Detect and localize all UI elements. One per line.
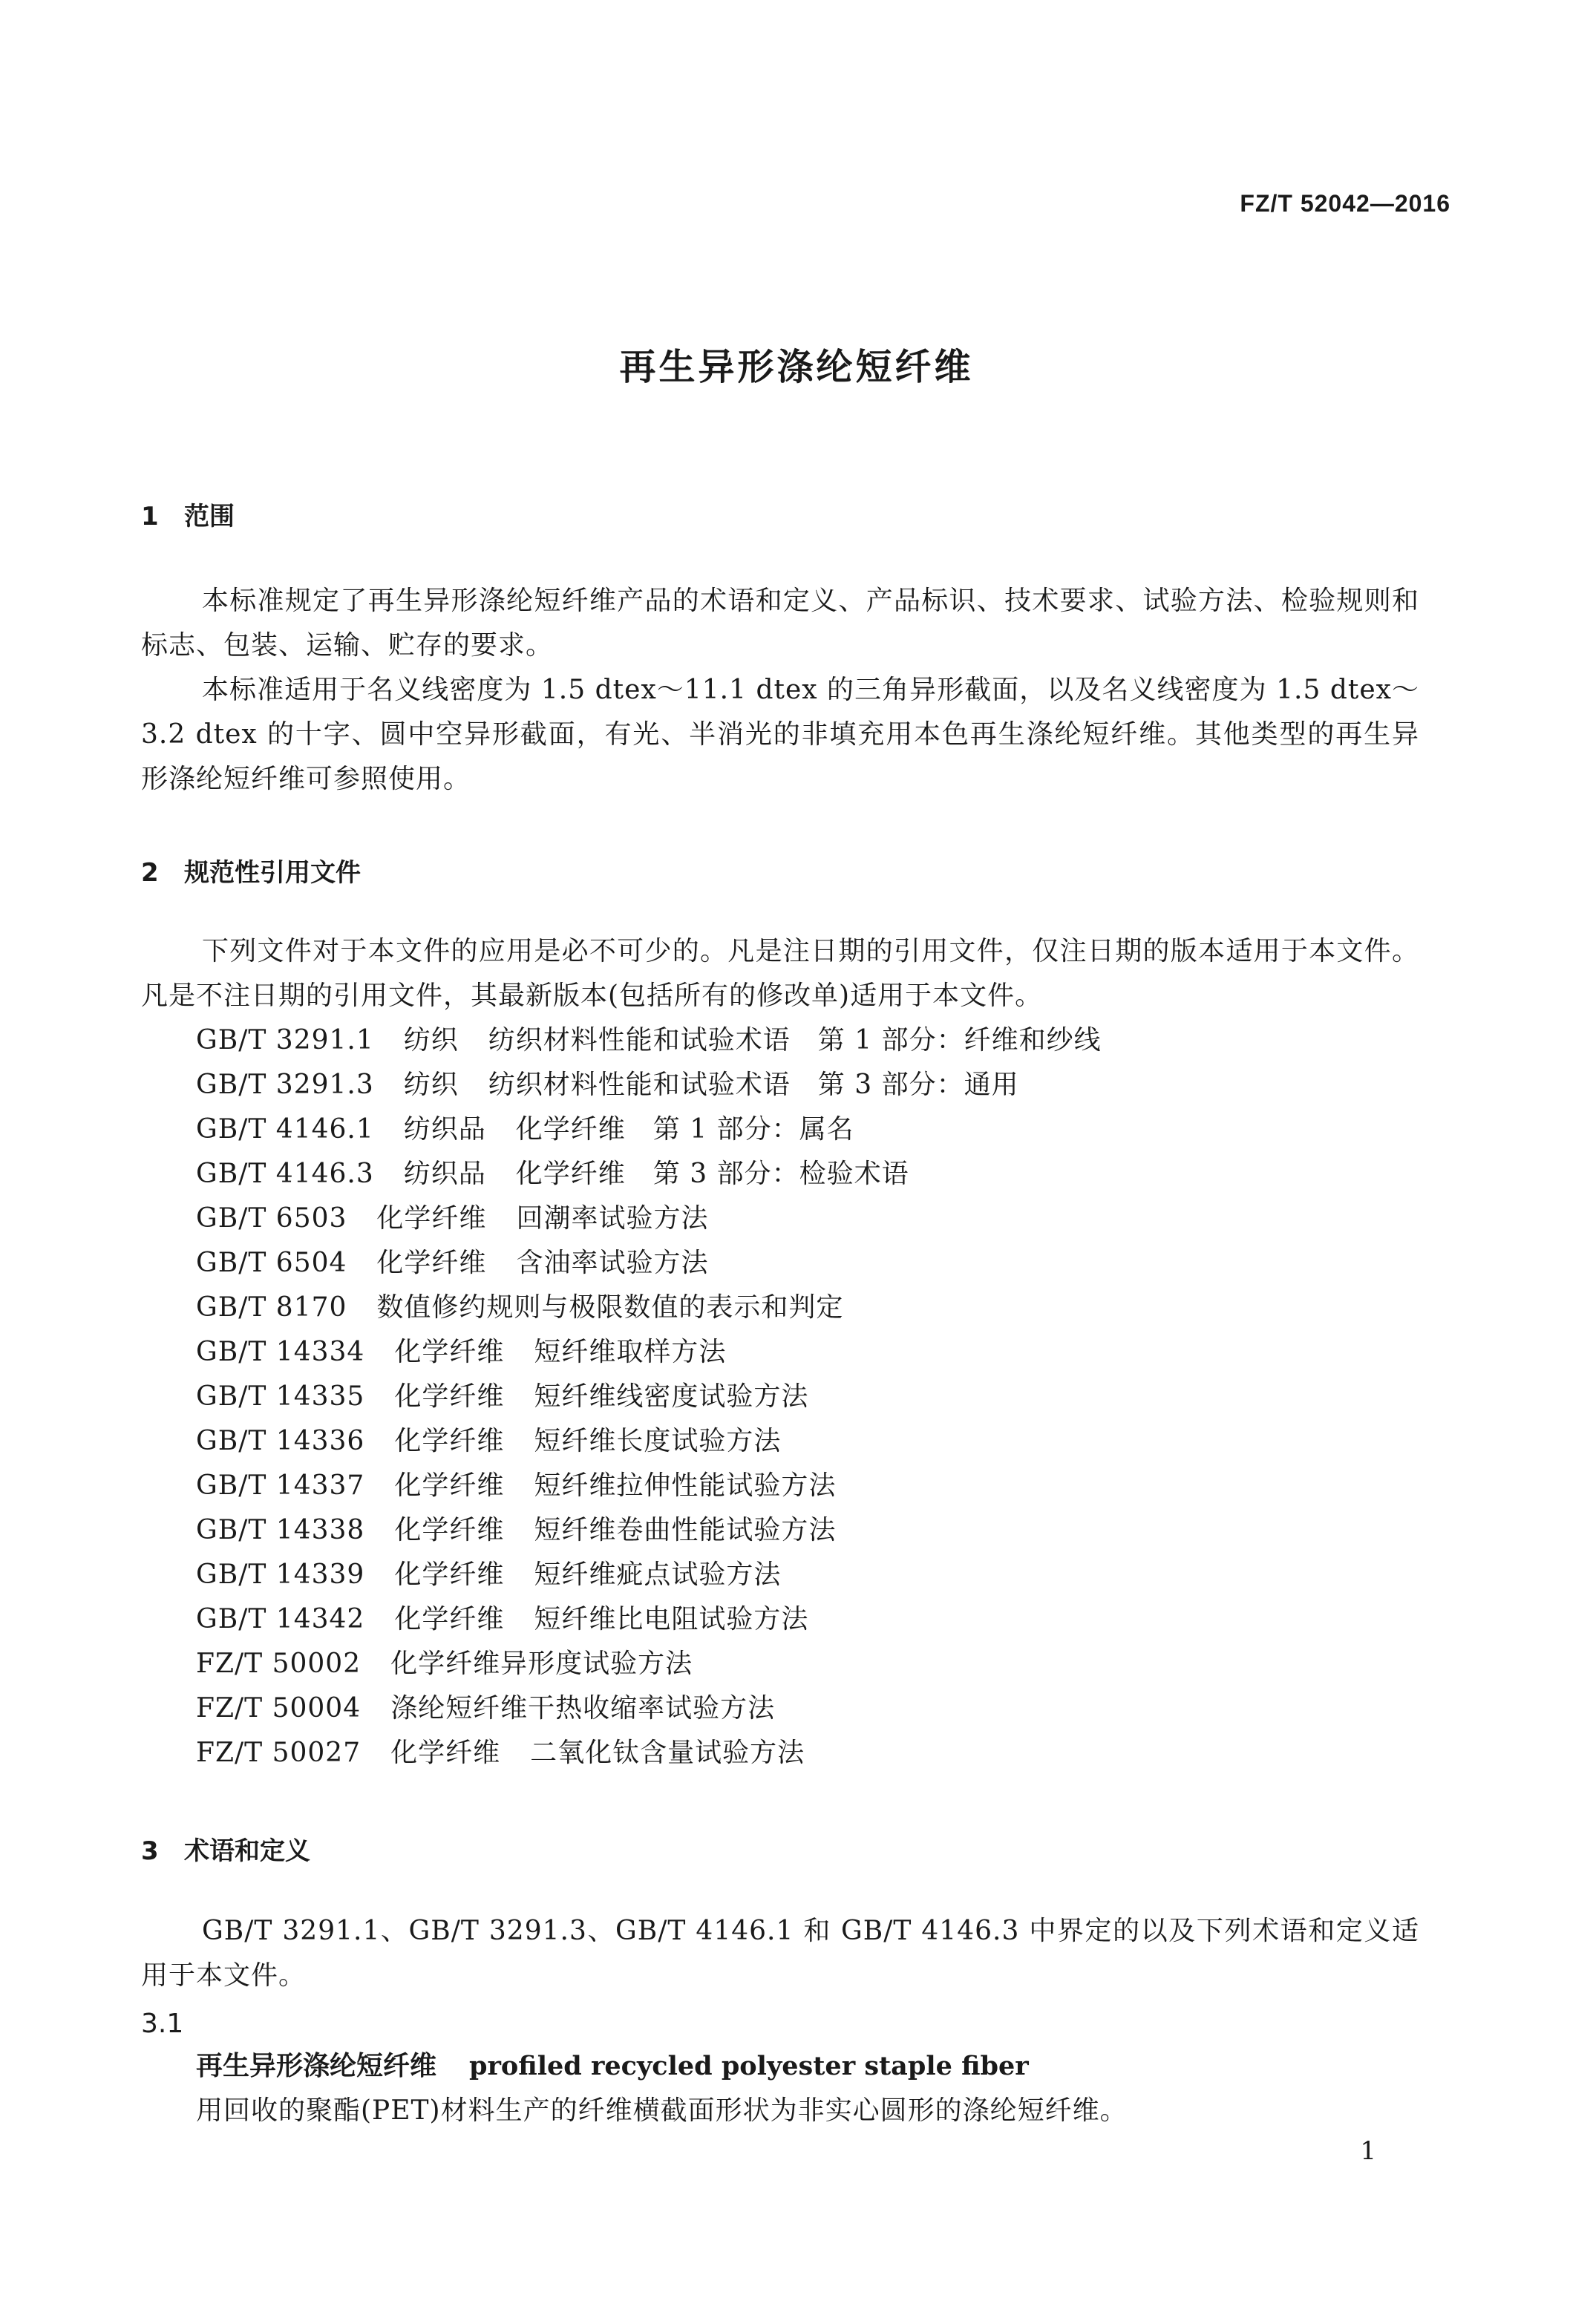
section-3-heading: [141, 1830, 310, 1867]
reference-item: GB/T 6504 化学纤维 含油率试验方法: [196, 1248, 709, 1278]
section-number: 2: [141, 858, 159, 888]
reference-item: FZ/T 50027 化学纤维 二氧化钛含量试验方法: [196, 1738, 805, 1768]
section-2-intro: 下列文件对于本文件的应用是必不可少的。凡是注日期的引用文件，仅注日期的版本适用于本文件。凡是不注日期的引用文件，其最新版本(包括所有的修改单)适用于本文件。: [141, 936, 1419, 1011]
section-number: 1: [141, 502, 159, 531]
reference-item: GB/T 4146.1 纺织品 化学纤维 第 1 部分：属名: [196, 1114, 854, 1145]
page-number: 1: [1360, 2136, 1376, 2166]
section-1-heading: [141, 496, 235, 532]
section-title: 规范性引用文件: [184, 858, 361, 888]
section-3-intro: GB/T 3291.1、GB/T 3291.3、GB/T 4146.1 和 GB/T 4146.3 中界定的以及下列术语和定义适用于本文件。: [141, 1916, 1419, 1991]
section-1-paragraph-2: 本标准适用于名义线密度为 1.5 dtex～11.1 dtex 的三角异形截面，以及名义线密度为 1.5 dtex～3.2 dtex 的十字、圆中空异形截面，有光、半消光的非填充用本色再生涤纶短纤维。其他类型的再生异形涤纶短纤维可参照使用。: [141, 675, 1419, 794]
section-title: 术语和定义: [184, 1836, 310, 1866]
standard-number: FZ/T 52042—2016: [1240, 190, 1450, 217]
section-title: 范围: [184, 502, 235, 531]
reference-item: FZ/T 50002 化学纤维异形度试验方法: [196, 1649, 693, 1679]
section-1-paragraph-1: 本标准规定了再生异形涤纶短纤维产品的术语和定义、产品标识、技术要求、试验方法、检验规则和标志、包装、运输、贮存的要求。: [141, 586, 1419, 661]
section-2-heading: [141, 852, 361, 888]
term-entry: [196, 2044, 1029, 2089]
term-english: profiled recycled polyester staple fiber: [469, 2051, 1029, 2081]
reference-item: GB/T 14338 化学纤维 短纤维卷曲性能试验方法: [196, 1515, 837, 1545]
document-title: 再生异形涤纶短纤维: [619, 346, 974, 388]
term-definition: 用回收的聚酯(PET)材料生产的纤维横截面形状为非实心圆形的涤纶短纤维。: [196, 2095, 1128, 2126]
reference-item: FZ/T 50004 涤纶短纤维干热收缩率试验方法: [196, 1693, 776, 1724]
reference-item: GB/T 3291.3 纺织 纺织材料性能和试验术语 第 3 部分：通用: [196, 1070, 1019, 1100]
clause-number: 3.1: [141, 2009, 184, 2039]
section-number: 3: [141, 1836, 159, 1866]
reference-item: GB/T 8170 数值修约规则与极限数值的表示和判定: [196, 1292, 844, 1323]
reference-item: GB/T 4146.3 纺织品 化学纤维 第 3 部分：检验术语: [196, 1159, 909, 1189]
normative-references-list: [196, 1018, 1102, 1775]
reference-item: GB/T 3291.1 纺织 纺织材料性能和试验术语 第 1 部分：纤维和纱线: [196, 1025, 1102, 1055]
reference-item: GB/T 14335 化学纤维 短纤维线密度试验方法: [196, 1381, 809, 1412]
term-chinese: 再生异形涤纶短纤维: [196, 2051, 437, 2081]
reference-item: GB/T 14334 化学纤维 短纤维取样方法: [196, 1337, 727, 1367]
reference-item: GB/T 6503 化学纤维 回潮率试验方法: [196, 1203, 709, 1234]
reference-item: GB/T 14337 化学纤维 短纤维拉伸性能试验方法: [196, 1470, 837, 1501]
reference-item: GB/T 14339 化学纤维 短纤维疵点试验方法: [196, 1559, 782, 1590]
reference-item: GB/T 14342 化学纤维 短纤维比电阻试验方法: [196, 1604, 809, 1634]
reference-item: GB/T 14336 化学纤维 短纤维长度试验方法: [196, 1426, 782, 1456]
